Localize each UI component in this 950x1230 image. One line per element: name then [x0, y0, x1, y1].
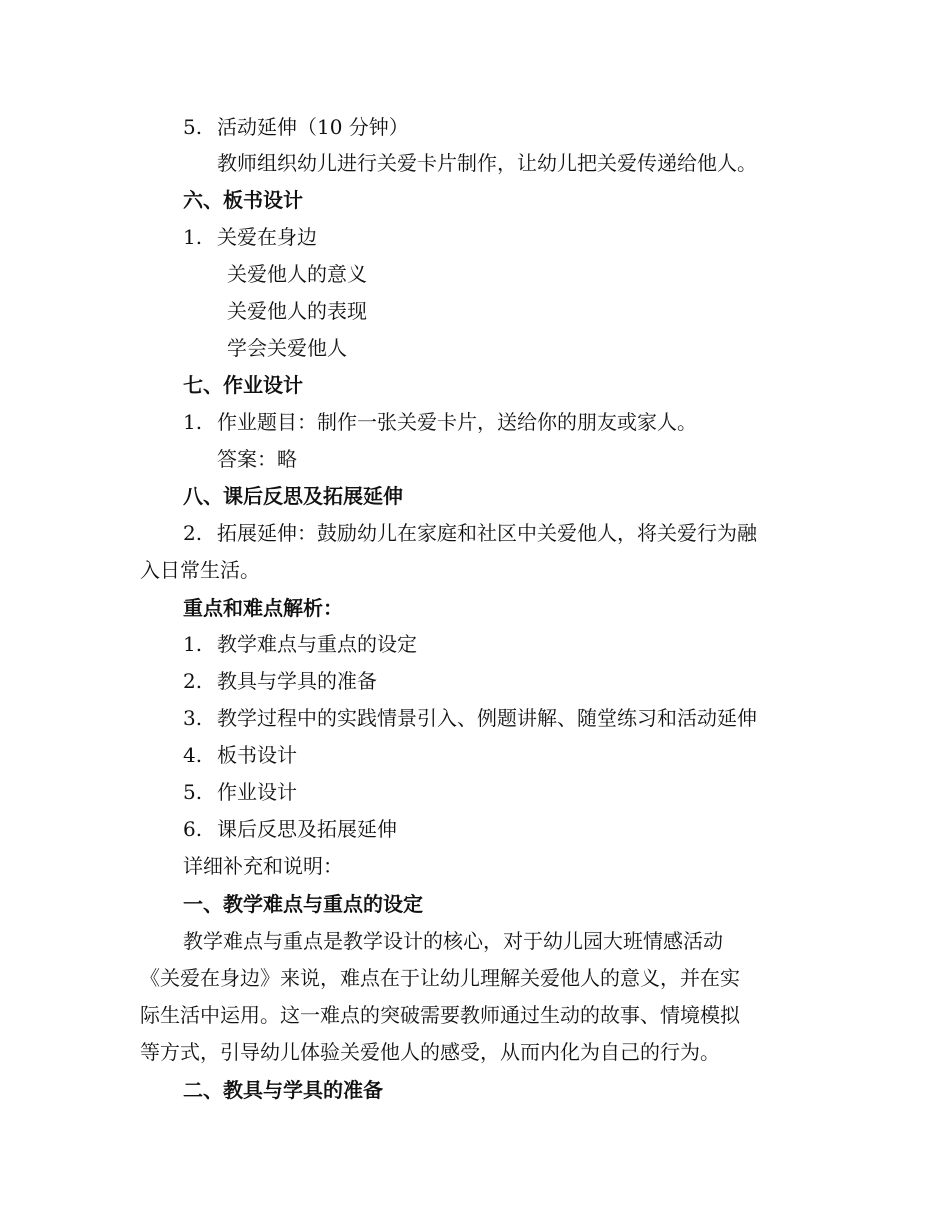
section-heading-6: 六、板书设计 — [183, 188, 303, 212]
sub-item: 关爱他人的表现 — [227, 299, 367, 323]
analysis-heading: 重点和难点解析： — [183, 596, 343, 620]
paragraph-line: 《关爱在身边》来说，难点在于让幼儿理解关爱他人的意义，并在实 — [140, 966, 740, 990]
list-item-text: 作业设计 — [217, 780, 297, 804]
list-item-text: 板书设计 — [217, 743, 297, 767]
list-item — [183, 115, 409, 139]
paragraph-line: 际生活中运用。这一难点的突破需要教师通过生动的故事、情境模拟 — [140, 1003, 740, 1027]
list-number: 5. — [183, 115, 203, 139]
list-number: 4. — [183, 743, 203, 767]
list-item — [183, 410, 697, 434]
section-heading-2: 二、教具与学具的准备 — [183, 1078, 383, 1102]
list-number: 2. — [183, 521, 203, 545]
sub-item: 关爱他人的意义 — [227, 262, 367, 286]
sub-item: 学会关爱他人 — [227, 336, 347, 360]
list-number: 3. — [183, 706, 203, 730]
section-heading-7: 七、作业设计 — [183, 373, 303, 397]
list-item — [183, 632, 417, 656]
list-item — [183, 521, 757, 545]
section-heading-1: 一、教学难点与重点的设定 — [183, 892, 423, 916]
paragraph: 教师组织幼儿进行关爱卡片制作，让幼儿把关爱传递给他人。 — [217, 151, 757, 175]
list-number: 6. — [183, 817, 203, 841]
list-item-text: 关爱在身边 — [217, 225, 317, 249]
list-item — [183, 817, 397, 841]
list-item-text: 教学难点与重点的设定 — [217, 632, 417, 656]
list-number: 1. — [183, 410, 203, 434]
paragraph-line: 等方式，引导幼儿体验关爱他人的感受，从而内化为自己的行为。 — [140, 1040, 720, 1064]
list-item-text: 拓展延伸：鼓励幼儿在家庭和社区中关爱他人，将关爱行为融 — [217, 521, 757, 545]
list-item — [183, 706, 757, 730]
list-item — [183, 225, 317, 249]
section-heading-8: 八、课后反思及拓展延伸 — [183, 484, 403, 508]
list-item-text: 活动延伸（10 分钟） — [217, 115, 409, 139]
supplement-label: 详细补充和说明： — [183, 854, 343, 878]
list-item — [183, 669, 377, 693]
list-item-text: 课后反思及拓展延伸 — [217, 817, 397, 841]
list-number: 1. — [183, 225, 203, 249]
list-item — [183, 780, 297, 804]
list-number: 5. — [183, 780, 203, 804]
list-item — [183, 743, 297, 767]
paragraph: 教学难点与重点是教学设计的核心，对于幼儿园大班情感活动 — [183, 929, 723, 953]
list-item-text: 教学过程中的实践情景引入、例题讲解、随堂练习和活动延伸 — [217, 706, 757, 730]
list-item-text: 作业题目：制作一张关爱卡片，送给你的朋友或家人。 — [217, 410, 697, 434]
list-item-text: 教具与学具的准备 — [217, 669, 377, 693]
answer-text: 答案：略 — [217, 447, 297, 471]
list-number: 1. — [183, 632, 203, 656]
list-number: 2. — [183, 669, 203, 693]
paragraph-continuation: 入日常生活。 — [140, 558, 260, 582]
